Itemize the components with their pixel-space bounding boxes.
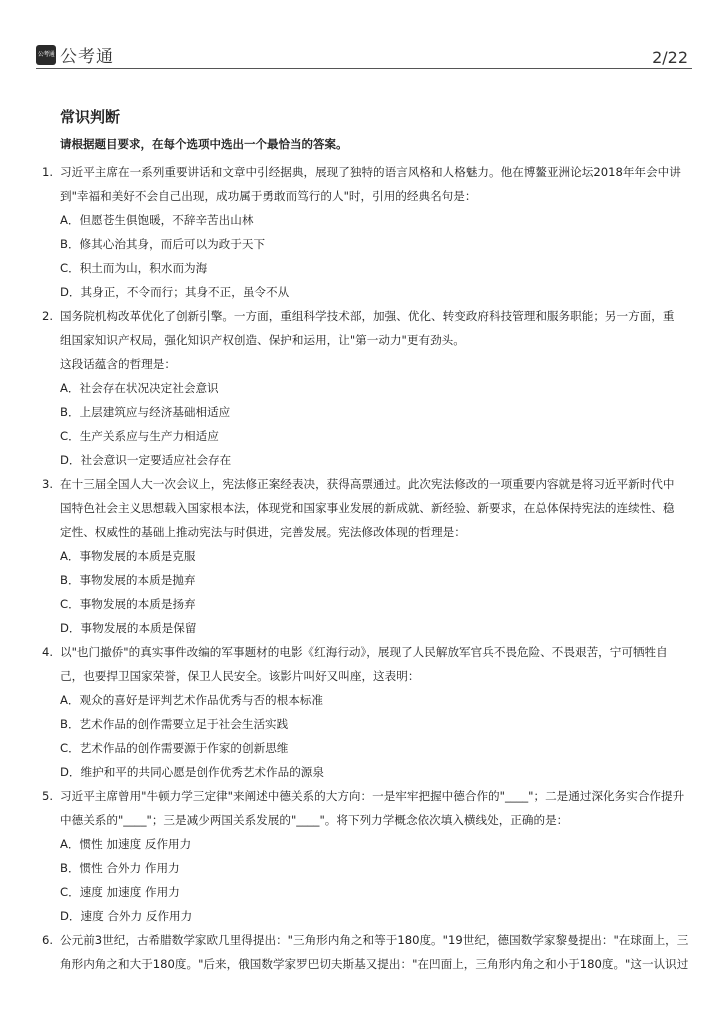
question <box>36 160 690 304</box>
answer-option: B．惯性 合外力 作用力 <box>60 861 180 875</box>
question-text-line: 中德关系的"____"；三是减少两国关系发展的"____"。将下列力学概念依次填入横线处，正确的是： <box>60 813 569 827</box>
question-text-line: 这段话蕴含的哲理是： <box>60 357 176 371</box>
question-text-line: 角形内角之和大于180度。"后来，俄国数学家罗巴切夫斯基又提出："在凹面上，三角形内角之和小于180度。"这一认识过 <box>60 957 689 971</box>
logo-icon: 公考通 <box>36 45 56 65</box>
question-number: 5. <box>42 789 54 803</box>
answer-option: C．积土而为山，积水而为海 <box>60 261 208 275</box>
page-header <box>36 38 692 69</box>
question-text-line: 到"幸福和美好不会自己出现，成功属于勇敢而笃行的人"时，引用的经典名句是： <box>60 189 477 203</box>
answer-option: C．事物发展的本质是扬弃 <box>60 597 196 611</box>
question <box>36 304 690 472</box>
question-number: 4. <box>42 645 54 659</box>
brand-logo <box>36 42 114 67</box>
question-list <box>36 160 690 976</box>
logo-text: 公考通 <box>60 47 114 67</box>
question <box>36 640 690 784</box>
answer-option: C．生产关系应与生产力相适应 <box>60 429 219 443</box>
answer-option: D．社会意识一定要适应社会存在 <box>60 453 232 467</box>
answer-option: A．但愿苍生俱饱暖，不辞辛苦出山林 <box>60 213 254 227</box>
question <box>36 784 690 928</box>
question-text-line: 组国家知识产权局，强化知识产权创造、保护和运用，让"第一动力"更有劲头。 <box>60 333 465 347</box>
page-number: 2/22 <box>652 48 688 67</box>
question <box>36 472 690 640</box>
answer-option: D．事物发展的本质是保留 <box>60 621 197 635</box>
question-text-line: 己，也要捍卫国家荣誉，保卫人民安全。该影片叫好又叫座，这表明： <box>60 669 420 683</box>
question-text-line: 国务院机构改革优化了创新引擎。一方面，重组科学技术部，加强、优化、转变政府科技管理和服务职能；另一方面，重 <box>60 309 675 323</box>
answer-option: A．观众的喜好是评判艺术作品优秀与否的根本标准 <box>60 693 323 707</box>
answer-option: D．速度 合外力 反作用力 <box>60 909 193 923</box>
question-number: 3. <box>42 477 54 491</box>
answer-option: B．上层建筑应与经济基础相适应 <box>60 405 231 419</box>
question-text-line: 定性、权威性的基础上推动宪法与时俱进，完善发展。宪法修改体现的哲理是： <box>60 525 466 539</box>
question-text-line: 以"也门撤侨"的真实事件改编的军事题材的电影《红海行动》，展现了人民解放军官兵不畏危险、不畏艰苦，宁可牺牲自 <box>60 645 668 659</box>
section-title: 常识判断 <box>60 108 121 126</box>
question-number: 1. <box>42 165 54 179</box>
question-text-line: 国特色社会主义思想载入国家根本法，体现党和国家事业发展的新成就、新经验、新要求，在总体保持宪法的连续性、稳 <box>60 501 675 515</box>
answer-option: C．艺术作品的创作需要源于作家的创新思维 <box>60 741 289 755</box>
question-number: 2. <box>42 309 54 323</box>
answer-option: A．惯性 加速度 反作用力 <box>60 837 192 851</box>
answer-option: D．其身正，不令而行；其身不正，虽令不从 <box>60 285 290 299</box>
answer-option: C．速度 加速度 作用力 <box>60 885 180 899</box>
question-text-line: 习近平主席在一系列重要讲话和文章中引经据典，展现了独特的语言风格和人格魅力。他在博鳌亚洲论坛2018年年会中讲 <box>60 165 681 179</box>
answer-option: B．事物发展的本质是抛弃 <box>60 573 196 587</box>
answer-option: A．社会存在状况决定社会意识 <box>60 381 219 395</box>
question-text-line: 公元前3世纪，古希腊数学家欧几里得提出："三角形内角之和等于180度。"19世纪，德国数学家黎曼提出："在球面上，三 <box>60 933 689 947</box>
question-text-line: 习近平主席曾用"牛顿力学三定律"来阐述中德关系的大方向：一是牢牢把握中德合作的"____"；二是通过深化务实合作提升 <box>60 789 685 803</box>
section-instruction: 请根据题目要求，在每个选项中选出一个最恰当的答案。 <box>60 137 348 151</box>
answer-option: D．维护和平的共同心愿是创作优秀艺术作品的源泉 <box>60 765 324 779</box>
question <box>36 928 690 976</box>
question-text-line: 在十三届全国人大一次会议上，宪法修正案经表决，获得高票通过。此次宪法修改的一项重要内容就是将习近平新时代中 <box>60 477 675 491</box>
question-number: 6. <box>42 933 54 947</box>
answer-option: A．事物发展的本质是克服 <box>60 549 196 563</box>
answer-option: B．修其心治其身，而后可以为政于天下 <box>60 237 266 251</box>
answer-option: B．艺术作品的创作需要立足于社会生活实践 <box>60 717 289 731</box>
